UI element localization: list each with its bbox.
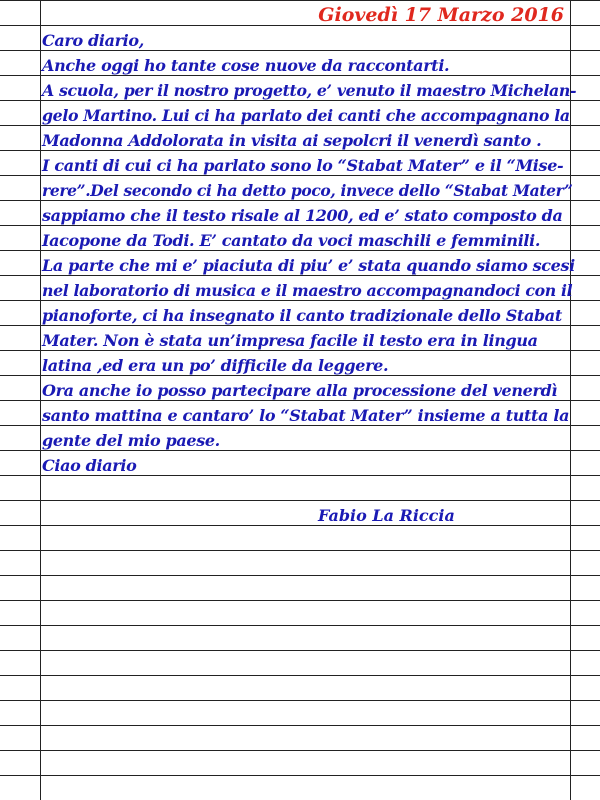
diary-line: Caro diario, [42,31,144,50]
diary-line: Iacopone da Todi. E’ cantato da voci maschili e femminili. [42,231,541,250]
diary-line: santo mattina e cantaro’ lo “Stabat Mater” insieme a tutta la [42,406,570,425]
diary-line: Ciao diario [42,456,137,475]
diary-line: pianoforte, ci ha insegnato il canto tradizionale dello Stabat [42,306,562,325]
diary-line: latina ,ed era un po’ difficile da leggere. [42,356,389,375]
left-margin-line [40,0,41,800]
diary-date: Giovedì 17 Marzo 2016 [318,4,564,26]
diary-line: A scuola, per il nostro progetto, e’ venuto il maestro Michelan- [42,81,577,100]
diary-line: gelo Martino. Lui ci ha parlato dei canti che accompagnano la [42,106,570,125]
diary-line: Mater. Non è stata un’impresa facile il testo era in lingua [42,331,538,350]
signature: Fabio La Riccia [318,506,455,525]
diary-body [42,28,576,478]
diary-line: sappiamo che il testo risale al 1200, ed e’ stato composto da [42,206,563,225]
diary-line: nel laboratorio di musica e il maestro accompagnandoci con il [42,281,573,300]
diary-line: Ora anche io posso partecipare alla processione del venerdì [42,381,558,400]
diary-line: I canti di cui ci ha parlato sono lo “Stabat Mater” e il “Mise- [42,156,564,175]
diary-line: gente del mio paese. [42,431,220,450]
diary-line: Madonna Addolorata in visita ai sepolcri il venerdì santo . [42,131,542,150]
diary-line: Anche oggi ho tante cose nuove da raccontarti. [42,56,450,75]
diary-line: rere”.Del secondo ci ha detto poco, invece dello “Stabat Mater” [42,181,573,200]
diary-line: La parte che mi e’ piaciuta di piu’ e’ stata quando siamo scesi [42,256,575,275]
